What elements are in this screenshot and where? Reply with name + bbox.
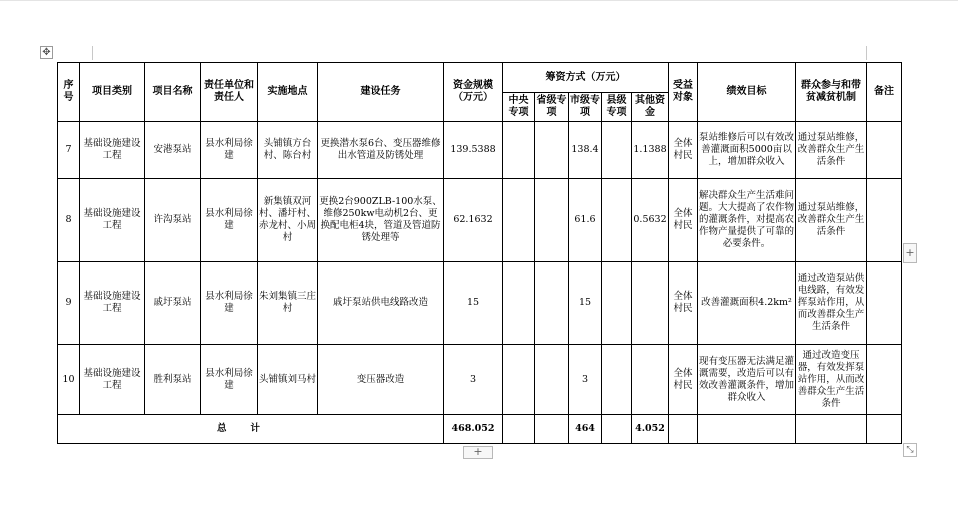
- cell-central: [503, 262, 535, 345]
- cell-other: [632, 345, 669, 415]
- table-row: [58, 345, 902, 415]
- total-mechanism: [796, 415, 867, 444]
- cell-name: 胜利泵站: [145, 345, 201, 415]
- table-row: [58, 122, 902, 179]
- header-task: 建设任务: [318, 63, 444, 122]
- cell-name: 戚圩泵站: [145, 262, 201, 345]
- header-remarks: 备注: [867, 63, 902, 122]
- margin-mark-left: [92, 46, 93, 60]
- cell-provincial: [535, 179, 569, 262]
- cell-provincial: [535, 345, 569, 415]
- cell-unit: 县水利局徐建: [201, 179, 258, 262]
- header-seq: 序号: [58, 63, 80, 122]
- cell-task: 变压器改造: [318, 345, 444, 415]
- header-central: 中央专项: [503, 93, 535, 122]
- add-row-button[interactable]: +: [463, 446, 493, 459]
- header-other: 其他资金: [632, 93, 669, 122]
- cell-seq: 9: [58, 262, 80, 345]
- margin-mark-right: [866, 46, 867, 60]
- cell-city: 61.6: [569, 179, 602, 262]
- cell-task: 更换潜水泵6台、变压器维修出水管道及防锈处理: [318, 122, 444, 179]
- total-row: [58, 415, 902, 444]
- cell-mechanism: 通过泵站维修，改善群众生产生活条件: [796, 122, 867, 179]
- cell-county: [602, 345, 632, 415]
- cell-other: 1.1388: [632, 122, 669, 179]
- cell-beneficiary: 全体村民: [669, 122, 698, 179]
- cell-county: [602, 179, 632, 262]
- cell-mechanism: 通过泵站维修，改善群众生产生活条件: [796, 179, 867, 262]
- header-goal: 绩效目标: [698, 63, 796, 122]
- cell-location: 新集镇双河村、潘圩村、赤龙村、小周村: [258, 179, 318, 262]
- cell-name: 许沟泵站: [145, 179, 201, 262]
- table-row: [58, 262, 902, 345]
- total-scale: 468.052: [444, 415, 503, 444]
- cell-goal: 解决群众生产生活难问题。大大提高了农作物的灌溉条件，对提高农作物产量提供了可靠的必要条件。: [698, 179, 796, 262]
- cell-location: 朱刘集镇三庄村: [258, 262, 318, 345]
- cell-remarks: [867, 345, 902, 415]
- table-row: [58, 179, 902, 262]
- cell-scale: 3: [444, 345, 503, 415]
- header-row: [58, 63, 902, 93]
- cell-location: 头铺镇方台村、陈台村: [258, 122, 318, 179]
- cell-seq: 7: [58, 122, 80, 179]
- project-table: [57, 62, 902, 444]
- cell-scale: 139.5388: [444, 122, 503, 179]
- header-category: 项目类别: [80, 63, 145, 122]
- cell-remarks: [867, 122, 902, 179]
- header-beneficiary: 受益对象: [669, 63, 698, 122]
- cell-provincial: [535, 262, 569, 345]
- total-remarks: [867, 415, 902, 444]
- cell-seq: 10: [58, 345, 80, 415]
- cell-other: [632, 262, 669, 345]
- cell-task: 戚圩泵站供电线路改造: [318, 262, 444, 345]
- cell-city: 15: [569, 262, 602, 345]
- total-beneficiary: [669, 415, 698, 444]
- cell-unit: 县水利局徐建: [201, 345, 258, 415]
- cell-central: [503, 122, 535, 179]
- cell-category: 基础设施建设工程: [80, 262, 145, 345]
- cell-other: 0.5632: [632, 179, 669, 262]
- cell-location: 头铺镇刘马村: [258, 345, 318, 415]
- cell-category: 基础设施建设工程: [80, 179, 145, 262]
- total-county: [602, 415, 632, 444]
- header-city: 市级专项: [569, 93, 602, 122]
- header-unit: 责任单位和责任人: [201, 63, 258, 122]
- total-goal: [698, 415, 796, 444]
- header-scale: 资金规模（万元）: [444, 63, 503, 122]
- cell-remarks: [867, 179, 902, 262]
- cell-beneficiary: 全体村民: [669, 179, 698, 262]
- header-provincial: 省级专项: [535, 93, 569, 122]
- header-location: 实施地点: [258, 63, 318, 122]
- cell-goal: 现有变压器无法满足灌溉需要，改造后可以有效改善灌溉条件，增加群众收入: [698, 345, 796, 415]
- cell-beneficiary: 全体村民: [669, 262, 698, 345]
- cell-city: 138.4: [569, 122, 602, 179]
- cell-category: 基础设施建设工程: [80, 345, 145, 415]
- cell-central: [503, 179, 535, 262]
- cell-remarks: [867, 262, 902, 345]
- table-resize-handle-icon[interactable]: ⤡: [903, 443, 917, 457]
- cell-scale: 62.1632: [444, 179, 503, 262]
- cell-mechanism: 通过改造泵站供电线路，有效发挥泵站作用，从而改善群众生产生活条件: [796, 262, 867, 345]
- cell-mechanism: 通过改造变压器，有效发挥泵站作用，从而改善群众生产生活条件: [796, 345, 867, 415]
- add-column-button[interactable]: +: [903, 243, 917, 263]
- header-name: 项目名称: [145, 63, 201, 122]
- cell-county: [602, 262, 632, 345]
- total-provincial: [535, 415, 569, 444]
- cell-task: 更换2台900ZLB-100水泵、维修250kw电动机2台、更换配电柜4块，管道及管道防锈处理等: [318, 179, 444, 262]
- cell-central: [503, 345, 535, 415]
- total-central: [503, 415, 535, 444]
- table-move-handle-icon[interactable]: ✥: [40, 46, 53, 59]
- header-county: 县级专项: [602, 93, 632, 122]
- cell-seq: 8: [58, 179, 80, 262]
- cell-unit: 县水利局徐建: [201, 262, 258, 345]
- cell-name: 安港泵站: [145, 122, 201, 179]
- cell-goal: 改善灌溉面积4.2km²: [698, 262, 796, 345]
- header-mechanism: 群众参与和带贫减贫机制: [796, 63, 867, 122]
- total-label: 总计: [58, 415, 444, 444]
- cell-scale: 15: [444, 262, 503, 345]
- cell-goal: 泵站维修后可以有效改善灌溉面积5000亩以上，增加群众收入: [698, 122, 796, 179]
- cell-category: 基础设施建设工程: [80, 122, 145, 179]
- total-other: 4.052: [632, 415, 669, 444]
- cell-unit: 县水利局徐建: [201, 122, 258, 179]
- cell-beneficiary: 全体村民: [669, 345, 698, 415]
- cell-county: [602, 122, 632, 179]
- header-funding: 筹资方式（万元）: [503, 63, 669, 93]
- total-city: 464: [569, 415, 602, 444]
- cell-provincial: [535, 122, 569, 179]
- cell-city: 3: [569, 345, 602, 415]
